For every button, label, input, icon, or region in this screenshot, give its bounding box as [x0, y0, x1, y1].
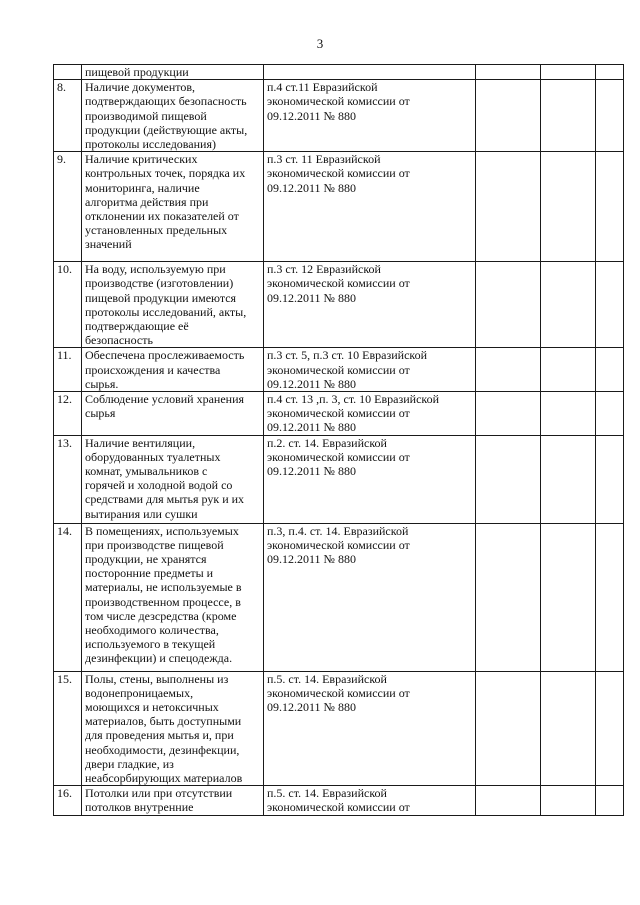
- row-number-text: 15.: [57, 671, 72, 686]
- row-number-cell: [54, 348, 82, 392]
- requirement-text: Соблюдение условий хранения сырья: [85, 392, 245, 421]
- requirement-cell: [82, 671, 264, 786]
- table-row: [54, 435, 624, 523]
- requirement-text: Наличие критических контрольных точек, порядка их мониторинга, наличие алгоритма действия при отклонении их показателей от установленных предельных значений: [85, 152, 246, 252]
- answer-no-cell: [541, 392, 596, 436]
- requirement-cell: [82, 392, 264, 436]
- answer-yes-cell: [476, 80, 541, 152]
- answer-no-cell: [541, 523, 596, 671]
- answer-yes-cell: [476, 786, 541, 815]
- answer-no-cell: [541, 786, 596, 815]
- answer-na-cell: [596, 65, 624, 80]
- table-row: [54, 671, 624, 786]
- answer-yes-cell: [476, 435, 541, 523]
- answer-no-cell: [541, 348, 596, 392]
- answer-na-cell: [596, 435, 624, 523]
- legal-reference-text: п.3 ст. 5, п.3 ст. 10 Евразийской экономической комиссии от 09.12.2011 № 880: [267, 348, 428, 391]
- answer-no-cell: [541, 80, 596, 152]
- table-row: [54, 392, 624, 436]
- row-number-text: 13.: [57, 435, 72, 450]
- answer-na-cell: [596, 786, 624, 815]
- row-number-text: 16.: [57, 786, 72, 801]
- answer-na-cell: [596, 348, 624, 392]
- answer-no-cell: [541, 152, 596, 262]
- requirement-text: пищевой продукции: [85, 65, 189, 79]
- legal-reference-cell: [264, 65, 476, 80]
- answer-no-cell: [541, 435, 596, 523]
- answer-yes-cell: [476, 262, 541, 348]
- row-number-text: 14.: [57, 523, 72, 538]
- legal-reference-cell: [264, 262, 476, 348]
- answer-yes-cell: [476, 671, 541, 786]
- row-number-cell: [54, 152, 82, 262]
- legal-reference-text: п.3, п.4. ст. 14. Евразийской экономической комиссии от 09.12.2011 № 880: [267, 523, 410, 567]
- requirement-cell: [82, 80, 264, 152]
- answer-yes-cell: [476, 348, 541, 392]
- row-number-cell: [54, 435, 82, 523]
- requirement-text: В помещениях, используемых при производстве пищевой продукции, не хранятся посторонние предметы и материалы, не используемые в производственном процессе, в том числе дезсредства (кроме необходимого количества, используемого в текущей дезинфекции) и спецодежда.: [85, 523, 242, 666]
- table-row: [54, 786, 624, 815]
- row-number-cell: [54, 523, 82, 671]
- answer-na-cell: [596, 152, 624, 262]
- row-number-text: 8.: [57, 80, 66, 95]
- table-row: [54, 262, 624, 348]
- row-number-cell: [54, 65, 82, 80]
- legal-reference-cell: [264, 348, 476, 392]
- table-row: [54, 152, 624, 262]
- table-row: [54, 348, 624, 392]
- requirement-cell: [82, 262, 264, 348]
- legal-reference-cell: [264, 152, 476, 262]
- requirement-cell: [82, 435, 264, 523]
- requirement-cell: [82, 65, 264, 80]
- table-row: [54, 80, 624, 152]
- answer-no-cell: [541, 65, 596, 80]
- legal-reference-cell: [264, 435, 476, 523]
- row-number-text: 9.: [57, 152, 66, 167]
- requirement-text: На воду, используемую при производстве (изготовлении) пищевой продукции имеются протоколы исследований, акты, подтверждающие её безопасность: [85, 262, 247, 348]
- requirement-cell: [82, 348, 264, 392]
- row-number-cell: [54, 80, 82, 152]
- row-number-text: 11.: [57, 348, 72, 363]
- legal-reference-text: п.5. ст. 14. Евразийской экономической комиссии от: [267, 786, 410, 815]
- requirement-text: Полы, стены, выполнены из водонепроницаемых, моющихся и нетоксичных материалов, быть доступными для проведения мытья и, при необходимости, дезинфекции, двери гладкие, из неабсорбирующих материалов: [85, 671, 243, 786]
- legal-reference-text: п.5. ст. 14. Евразийской экономической комиссии от 09.12.2011 № 880: [267, 671, 410, 715]
- checklist-table: [53, 64, 624, 816]
- requirement-cell: [82, 786, 264, 815]
- requirement-cell: [82, 152, 264, 262]
- requirement-text: Потолки или при отсутствии потолков внутренние: [85, 786, 233, 815]
- legal-reference-cell: [264, 671, 476, 786]
- answer-yes-cell: [476, 523, 541, 671]
- answer-no-cell: [541, 671, 596, 786]
- answer-no-cell: [541, 262, 596, 348]
- answer-yes-cell: [476, 152, 541, 262]
- table-row: [54, 65, 624, 80]
- legal-reference-cell: [264, 786, 476, 815]
- row-number-cell: [54, 786, 82, 815]
- legal-reference-text: п.3 ст. 12 Евразийской экономической комиссии от 09.12.2011 № 880: [267, 262, 410, 305]
- row-number-text: 12.: [57, 392, 72, 407]
- requirement-text: Наличие документов, подтверждающих безопасность производимой пищевой продукции (действующие акты, протоколы исследования): [85, 80, 248, 152]
- checklist-body: [54, 65, 624, 816]
- answer-na-cell: [596, 523, 624, 671]
- legal-reference-cell: [264, 392, 476, 436]
- legal-reference-text: п.2. ст. 14. Евразийской экономической комиссии от 09.12.2011 № 880: [267, 435, 410, 479]
- legal-reference-text: п.4 ст. 13 ,п. 3, ст. 10 Евразийской экономической комиссии от 09.12.2011 № 880: [267, 392, 440, 435]
- row-number-text: 10.: [57, 262, 72, 277]
- requirement-text: Наличие вентиляции, оборудованных туалетных комнат, умывальников с горячей и холодной водой со средствами для мытья рук и их вытирания или сушки: [85, 435, 245, 521]
- legal-reference-text: п.3 ст. 11 Евразийской экономической комиссии от 09.12.2011 № 880: [267, 152, 410, 195]
- answer-na-cell: [596, 392, 624, 436]
- requirement-cell: [82, 523, 264, 671]
- answer-na-cell: [596, 80, 624, 152]
- legal-reference-text: п.4 ст.11 Евразийской экономической комиссии от 09.12.2011 № 880: [267, 80, 410, 123]
- page-number: 3: [316, 36, 324, 51]
- legal-reference-cell: [264, 523, 476, 671]
- answer-na-cell: [596, 671, 624, 786]
- row-number-cell: [54, 671, 82, 786]
- requirement-text: Обеспечена прослеживаемость происхождения и качества сырья.: [85, 348, 245, 391]
- legal-reference-cell: [264, 80, 476, 152]
- answer-na-cell: [596, 262, 624, 348]
- answer-yes-cell: [476, 65, 541, 80]
- row-number-cell: [54, 392, 82, 436]
- row-number-cell: [54, 262, 82, 348]
- answer-yes-cell: [476, 392, 541, 436]
- table-row: [54, 523, 624, 671]
